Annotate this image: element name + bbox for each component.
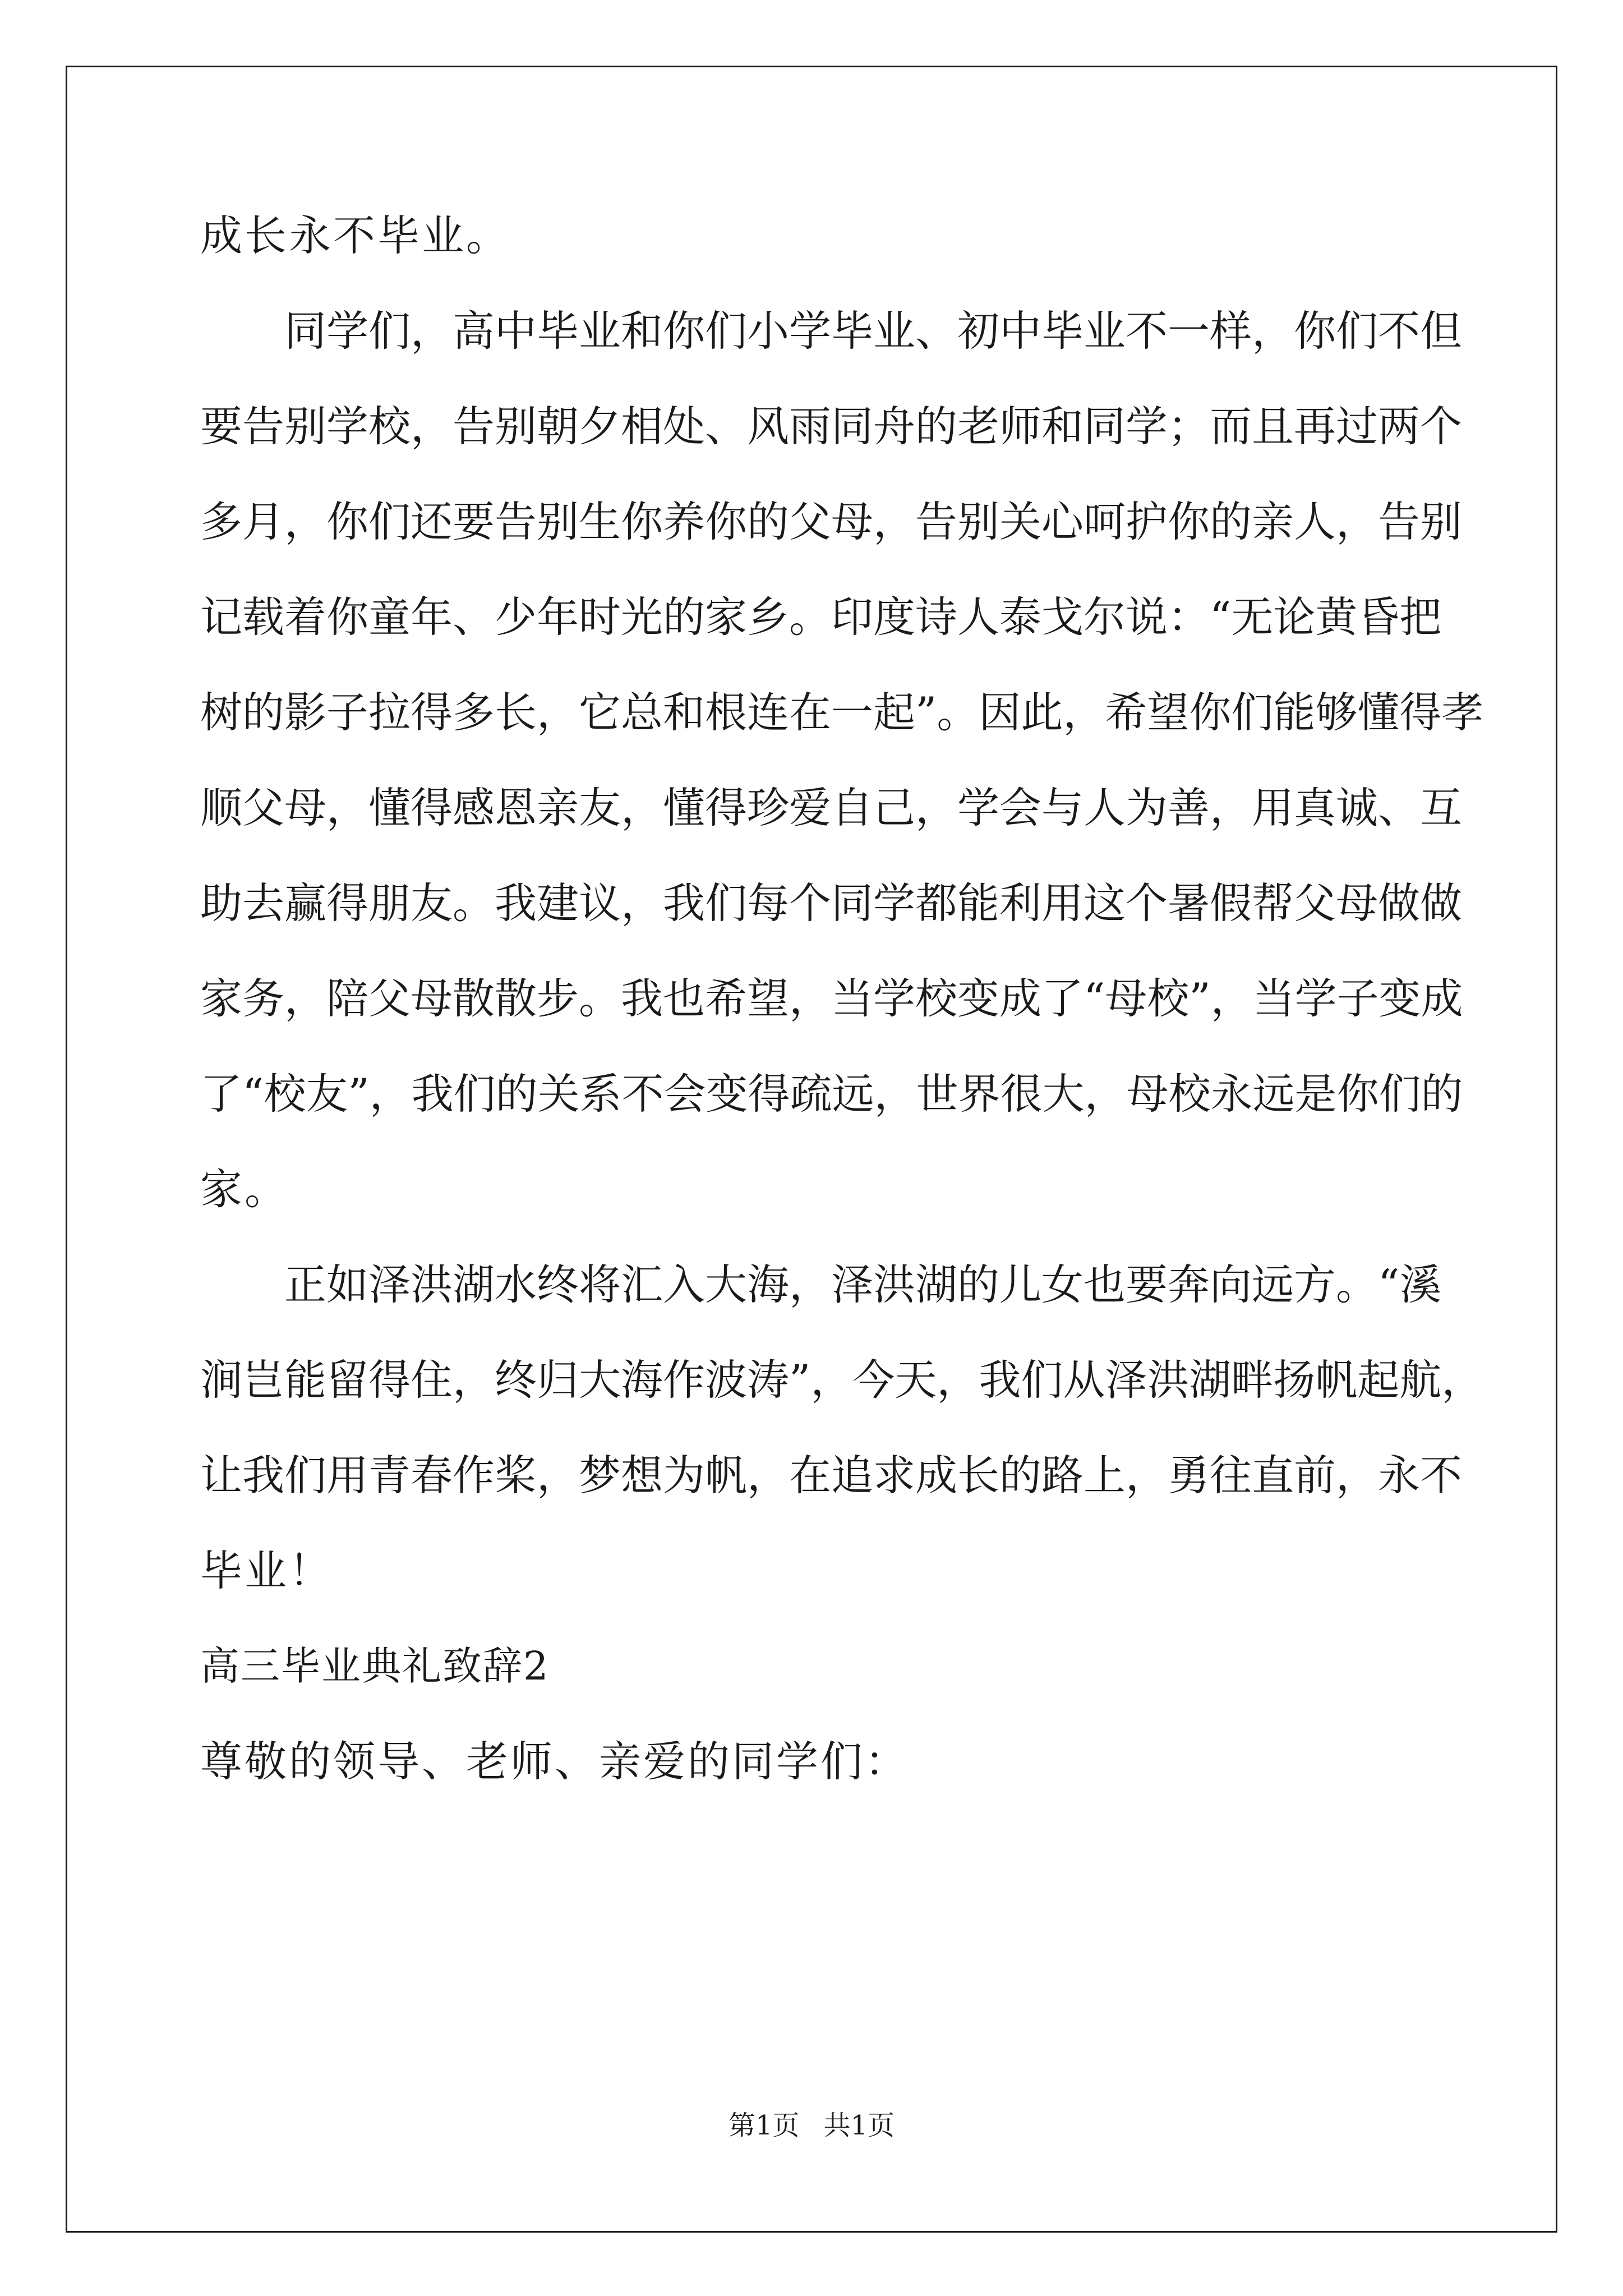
- total-pages: 共1页: [823, 2110, 895, 2141]
- text-line: 顺父母，懂得感恩亲友，懂得珍爱自己，学会与人为善，用真诚、互: [200, 783, 1463, 832]
- text-line: 树的影子拉得多长，它总和根连在一起”。因此，希望你们能够懂得孝: [200, 688, 1484, 737]
- text-line: 同学们，高中毕业和你们小学毕业、初中毕业不一样，你们不但: [284, 306, 1463, 356]
- page-number: 第1页: [728, 2110, 800, 2141]
- text-line: 多月，你们还要告别生你养你的父母，告别关心呵护你的亲人，告别: [200, 497, 1463, 546]
- text-line: 涧岂能留得住，终归大海作波涛”，今天，我们从泽洪湖畔扬帆起航，: [200, 1355, 1484, 1405]
- text-line: 要告别学校，告别朝夕相处、风雨同舟的老师和同学；而且再过两个: [200, 402, 1463, 451]
- text-line: 了“校友”，我们的关系不会变得疏远，世界很大，母校永远是你们的: [200, 1069, 1463, 1119]
- page-border: [66, 66, 1557, 2233]
- text-line: 正如泽洪湖水终将汇入大海，泽洪湖的儿女也要奔向远方。“溪: [284, 1260, 1442, 1309]
- text-line: 让我们用青春作桨，梦想为帆，在追求成长的路上，勇往直前，永不: [200, 1451, 1463, 1500]
- text-line: 家务，陪父母散散步。我也希望，当学校变成了“母校”，当学子变成: [200, 974, 1463, 1023]
- section-heading: 高三毕业典礼致辞2: [200, 1643, 550, 1689]
- text-line: 毕业！: [200, 1546, 334, 1595]
- salutation: 尊敬的领导、老师、亲爱的同学们：: [200, 1737, 910, 1786]
- text-line: 家。: [200, 1165, 289, 1214]
- text-line: 助去赢得朋友。我建议，我们每个同学都能利用这个暑假帮父母做做: [200, 878, 1463, 928]
- text-line: 记载着你童年、少年时光的家乡。印度诗人泰戈尔说：“无论黄昏把: [200, 592, 1442, 642]
- page-footer: [0, 2104, 1623, 2142]
- text-line: 成长永不毕业。: [200, 211, 511, 260]
